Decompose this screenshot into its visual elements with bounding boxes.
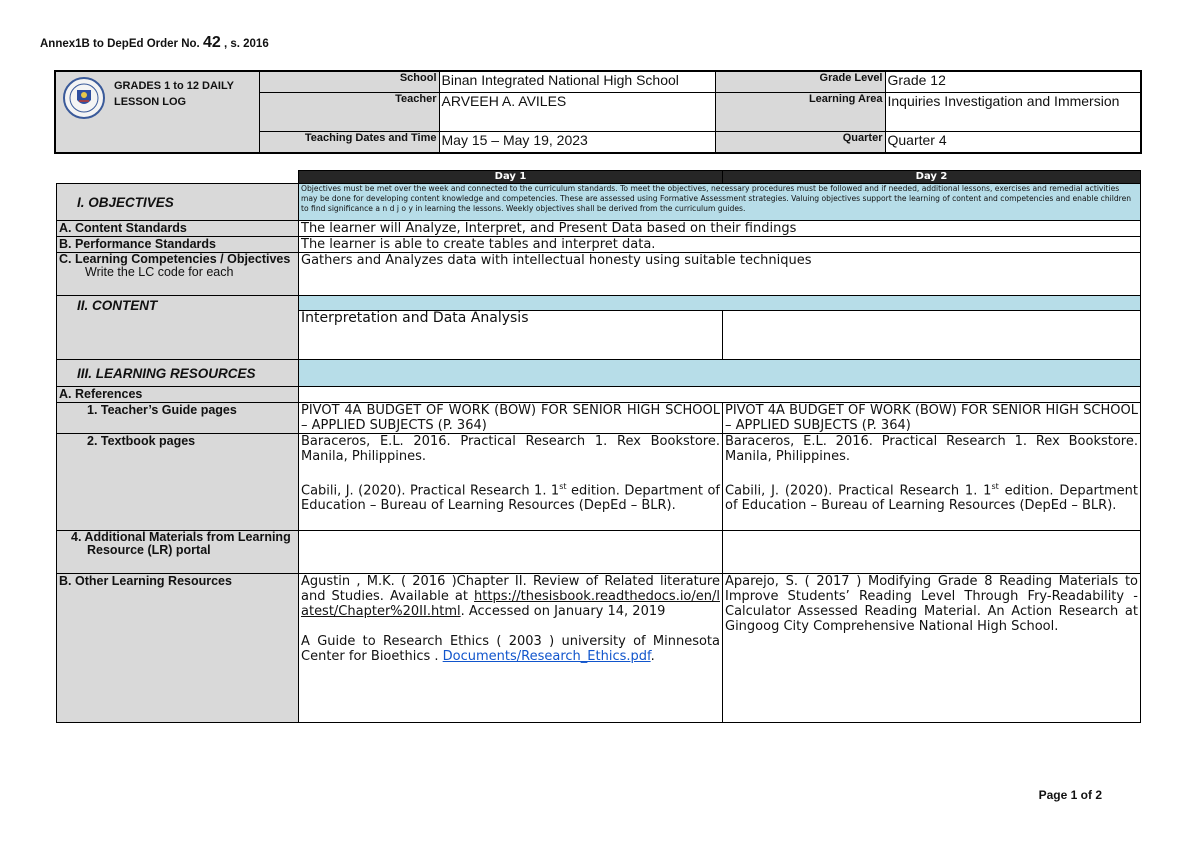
teachers-guide-label: 1. Teacher’s Guide pages	[57, 403, 299, 434]
textbook-label: 2. Textbook pages	[57, 434, 299, 531]
performance-standards-value: The learner is able to create tables and interpret data.	[299, 237, 1141, 253]
references-row	[57, 387, 1141, 403]
quarter-label: Quarter	[715, 132, 885, 154]
textbook-day1-ref1: Baraceros, E.L. 2016. Practical Research 1. Rex Bookstore. Manila, Philippines.	[301, 434, 720, 464]
other-resources-day1-ref2: A Guide to Research Ethics ( 2003 ) university of Minnesota Center for Bioethics . Documents/Research_Ethics.pdf.	[301, 634, 720, 664]
annex-title	[40, 34, 269, 52]
teachers-guide-row	[57, 403, 1141, 434]
school-value: Binan Integrated National High School	[439, 71, 715, 93]
competencies-sublabel: Write the LC code for each	[85, 265, 234, 279]
grade-level-value: Grade 12	[885, 71, 1141, 93]
teacher-value: ARVEEH A. AVILES	[439, 93, 715, 132]
performance-standards-row	[57, 237, 1141, 253]
content-day1: Interpretation and Data Analysis	[299, 311, 723, 360]
teacher-label: Teacher	[259, 93, 439, 132]
dates-label: Teaching Dates and Time	[259, 132, 439, 154]
objectives-row	[57, 184, 1141, 221]
content-row-top	[57, 296, 1141, 311]
resources-blue-bar	[299, 360, 1141, 387]
other-resources-day2: Aparejo, S. ( 2017 ) Modifying Grade 8 Reading Materials to Improve Students’ Reading Level Through Fry-Readability -Calculator Assessed Reading Material. An Action Research at Gingoog City Comprehensive National High School.	[723, 574, 1141, 723]
page-current: 1	[1070, 788, 1078, 802]
lesson-log-title: GRADES 1 to 12 DAILY LESSON LOG	[114, 80, 234, 108]
content-standards-value: The learner will Analyze, Interpret, and Present Data based on their findings	[299, 221, 1141, 237]
header-table	[54, 70, 1142, 154]
learning-area-value: Inquiries Investigation and Immersion	[885, 93, 1141, 132]
logo-cell	[55, 71, 259, 153]
day2-header: Day 2	[723, 171, 1141, 184]
textbook-day1	[299, 434, 723, 531]
dates-value: May 15 – May 19, 2023	[439, 132, 715, 154]
other-resources-day1-ref1: Agustin , M.K. ( 2016 )Chapter II. Review of Related literature and Studies. Available at https://thesisbook.readthedocs.io/en/latest/Chapter%20II.html. Accessed on January 14, 2019	[301, 574, 720, 619]
other-resources-label: B. Other Learning Resources	[57, 574, 299, 723]
competencies-value: Gathers and Analyzes data with intellectual honesty using suitable techniques	[299, 253, 1141, 296]
content-title: II. CONTENT	[57, 296, 299, 360]
additional-materials-row	[57, 531, 1141, 574]
textbook-day2	[723, 434, 1141, 531]
annex-number: 42	[202, 34, 221, 51]
content-standards-row	[57, 221, 1141, 237]
thesisbook-link[interactable]: https://thesisbook.readthedocs.io/en/latest/Chapter%20II.html	[301, 589, 720, 619]
references-empty	[299, 387, 1141, 403]
resources-title: III. LEARNING RESOURCES	[57, 360, 299, 387]
research-ethics-link[interactable]: Documents/Research_Ethics.pdf	[442, 649, 651, 664]
textbook-row	[57, 434, 1141, 531]
textbook-day2-ref1: Baraceros, E.L. 2016. Practical Research 1. Rex Bookstore. Manila, Philippines.	[725, 434, 1138, 464]
textbook-day1-ref2: Cabili, J. (2020). Practical Research 1. 1st edition. Department of Education – Bureau of Learning Resources (DepEd – BLR).	[301, 482, 720, 514]
deped-seal-icon	[62, 76, 106, 120]
competencies-label: C. Learning Competencies / Objectives	[59, 252, 291, 266]
day-header-row	[57, 171, 1141, 184]
competencies-label-cell	[57, 253, 299, 296]
resources-row	[57, 360, 1141, 387]
additional-materials-day1	[299, 531, 723, 574]
content-standards-label: A. Content Standards	[57, 221, 299, 237]
content-day2	[723, 311, 1141, 360]
textbook-day2-ref2: Cabili, J. (2020). Practical Research 1. 1st edition. Department of Education – Bureau of Learning Resources (DepEd – BLR).	[725, 482, 1138, 514]
references-label: A. References	[57, 387, 299, 403]
objectives-note: Objectives must be met over the week and connected to the curriculum standards. To meet the objectives, necessary procedures must be followed and if needed, additional lessons, exercises and remedial activities may be done for developing content knowledge and competencies. These are assessed using Formative Assessment strategies. Valuing objectives support the learning of content and competencies and enable children to find significance a n d j o y in learning the lessons. Weekly objectives shall be derived from the curriculum guides.	[299, 184, 1141, 221]
annex-prefix: Annex1B to DepEd Order No.	[40, 38, 200, 50]
grade-level-label: Grade Level	[715, 71, 885, 93]
learning-area-label: Learning Area	[715, 93, 885, 132]
day1-header: Day 1	[299, 171, 723, 184]
content-blue-bar	[299, 296, 1141, 311]
additional-materials-label: 4. Additional Materials from Learning Resource (LR) portal	[57, 531, 299, 574]
other-resources-day1	[299, 574, 723, 723]
page-number: Page 1 of 2	[1038, 788, 1102, 802]
teachers-guide-day1: PIVOT 4A BUDGET OF WORK (BOW) FOR SENIOR HIGH SCHOOL – APPLIED SUBJECTS (P. 364)	[299, 403, 723, 434]
competencies-row	[57, 253, 1141, 296]
page-total: 2	[1095, 788, 1102, 802]
lesson-log-table	[56, 170, 1141, 723]
school-label: School	[259, 71, 439, 93]
quarter-value: Quarter 4	[885, 132, 1141, 154]
additional-materials-day2	[723, 531, 1141, 574]
performance-standards-label: B. Performance Standards	[57, 237, 299, 253]
annex-suffix: , s. 2016	[223, 38, 269, 50]
teachers-guide-day2: PIVOT 4A BUDGET OF WORK (BOW) FOR SENIOR HIGH SCHOOL – APPLIED SUBJECTS (P. 364)	[723, 403, 1141, 434]
other-resources-row	[57, 574, 1141, 723]
objectives-title: I. OBJECTIVES	[57, 184, 299, 221]
